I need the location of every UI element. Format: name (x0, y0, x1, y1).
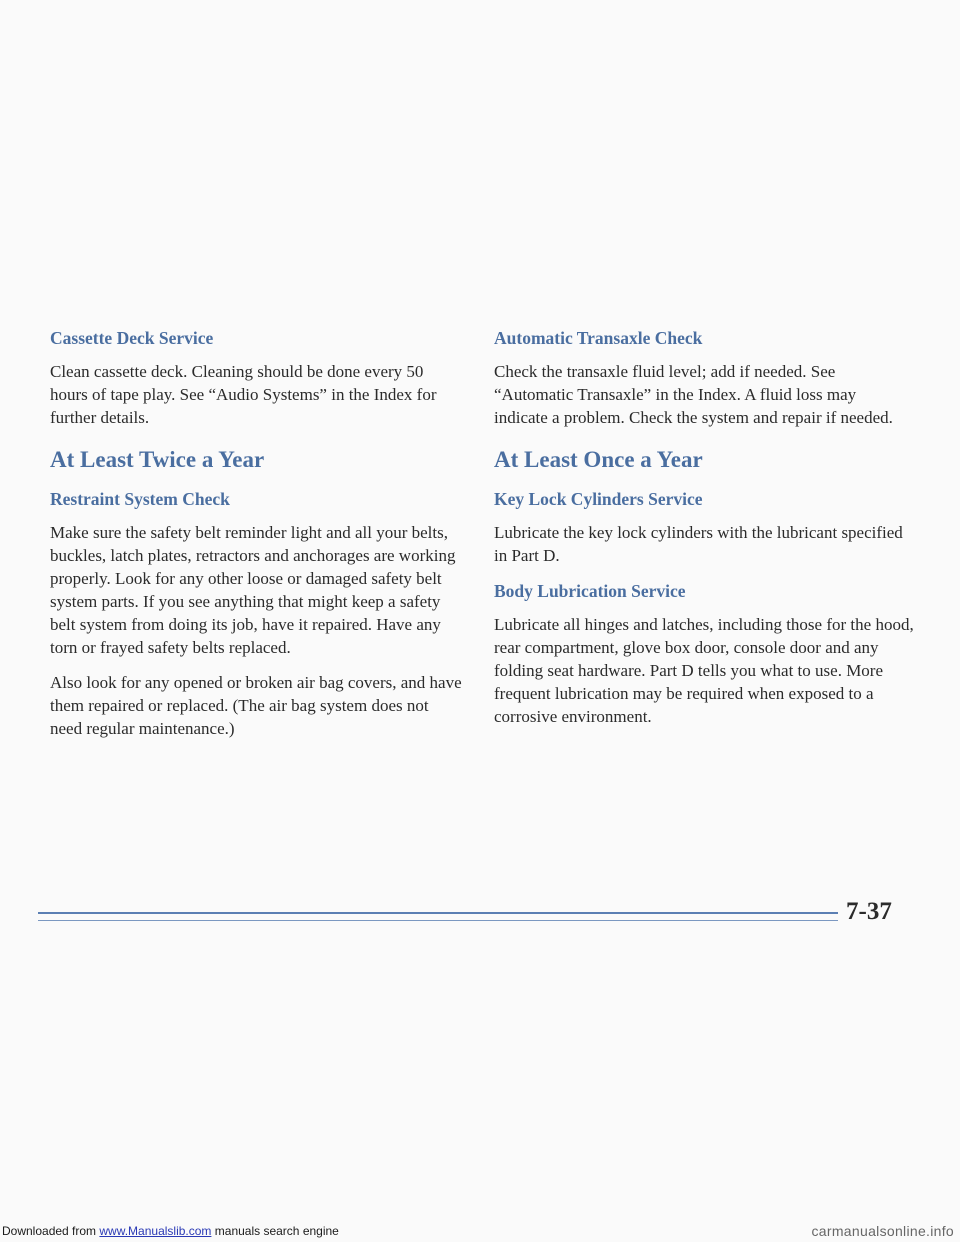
restraint-check-heading: Restraint System Check (50, 489, 230, 509)
manualslib-link[interactable]: www.Manualslib.com (99, 1224, 212, 1238)
right-column (494, 326, 914, 740)
download-footer (0, 1220, 960, 1242)
key-lock-heading: Key Lock Cylinders Service (494, 489, 703, 509)
left-column (50, 326, 462, 752)
cassette-deck-heading: Cassette Deck Service (50, 328, 214, 348)
cassette-deck-text: Clean cassette deck. Cleaning should be done every 50 hours of tape play. See “Audio Systems” in the Index for further details. (50, 362, 437, 427)
body-lubrication-text: Lubricate all hinges and latches, including those for the hood, rear compartment, glove box door, console door and any folding seat hardware. Part D tells you what to use. More frequent lubrication may be required when exposed to a corrosive environment. (494, 615, 914, 726)
page-number: 7-37 (846, 898, 892, 925)
restraint-check-text-2: Also look for any opened or broken air bag covers, and have them repaired or replaced. (The air bag system does not need regular maintenance.) (50, 673, 462, 738)
once-a-year-heading: At Least Once a Year (494, 447, 703, 472)
footer-rule-thin (38, 920, 838, 921)
restraint-check-text-1: Make sure the safety belt reminder light and all your belts, buckles, latch plates, retractors and anchorages are working properly. Look for any other loose or damaged safety belt system parts. If you see anything that might keep a safety belt system from doing its job, have it repaired. Have any torn or frayed safety belts replaced. (50, 523, 456, 657)
transaxle-check-heading: Automatic Transaxle Check (494, 328, 703, 348)
body-lubrication-heading: Body Lubrication Service (494, 581, 686, 601)
footer-rule (38, 912, 838, 914)
twice-a-year-heading: At Least Twice a Year (50, 447, 265, 472)
footer-source (2, 1220, 339, 1242)
transaxle-check-text: Check the transaxle fluid level; add if needed. See “Automatic Transaxle” in the Index. A fluid loss may indicate a problem. Check the system and repair if needed. (494, 362, 893, 427)
key-lock-text: Lubricate the key lock cylinders with the lubricant specified in Part D. (494, 523, 903, 565)
watermark-text: carmanualsonline.info (811, 1223, 954, 1239)
footer-prefix: Downloaded from (2, 1224, 100, 1238)
footer-suffix: manuals search engine (211, 1224, 339, 1238)
